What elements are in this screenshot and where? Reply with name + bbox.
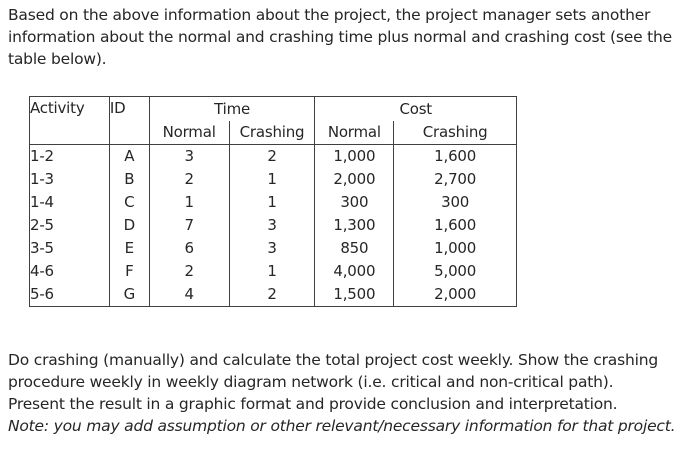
cell-id: E [109,237,149,260]
intro-line: table below). [8,50,107,68]
table-row [30,191,517,214]
cell-id: B [109,168,149,191]
cell-cost-crashing: 1,600 [394,145,517,169]
header-time-normal: Normal [149,121,229,145]
table-row [30,260,517,283]
cell-time-crashing: 3 [229,214,315,237]
cell-id: G [109,283,149,307]
cell-activity: 4-6 [30,260,110,283]
cell-time-crashing: 2 [229,283,315,307]
cell-time-crashing: 3 [229,237,315,260]
cell-cost-crashing: 1,000 [394,237,517,260]
cell-time-crashing: 2 [229,145,315,169]
cell-time-normal: 2 [149,168,229,191]
cell-cost-normal: 850 [315,237,394,260]
header-time-crashing: Crashing [229,121,315,145]
intro-line: Based on the above information about the project, the project manager sets another [8,6,651,24]
table-row [30,145,517,169]
cell-id: C [109,191,149,214]
intro-line: information about the normal and crashing time plus normal and crashing cost (see the [8,28,672,46]
table-header-row [30,97,517,122]
cell-cost-normal: 300 [315,191,394,214]
instruction-line: procedure weekly in weekly diagram network (i.e. critical and non-critical path). [8,373,614,391]
header-time: Time [149,97,315,122]
cell-activity: 2-5 [30,214,110,237]
cell-cost-crashing: 300 [394,191,517,214]
header-cost-crashing: Crashing [394,121,517,145]
instruction-line: Present the result in a graphic format and provide conclusion and interpretation. [8,395,618,413]
table-row [30,168,517,191]
cell-activity: 1-4 [30,191,110,214]
header-id: ID [109,97,149,122]
cell-time-normal: 7 [149,214,229,237]
cell-cost-normal: 1,300 [315,214,394,237]
cell-time-normal: 1 [149,191,229,214]
note-line: Note: you may add assumption or other relevant/necessary information for that project. [8,417,676,435]
cell-activity: 1-3 [30,168,110,191]
instruction-line: Do crashing (manually) and calculate the total project cost weekly. Show the crashing [8,351,658,369]
intro-paragraph [8,4,688,70]
cell-cost-normal: 1,000 [315,145,394,169]
cell-time-crashing: 1 [229,191,315,214]
table-row [30,214,517,237]
table-subheader-row [30,121,517,145]
table-row [30,283,517,307]
cell-cost-normal: 1,500 [315,283,394,307]
header-blank [30,121,110,145]
cell-time-normal: 4 [149,283,229,307]
cell-time-normal: 3 [149,145,229,169]
crashing-data-table [29,96,517,307]
cell-cost-normal: 4,000 [315,260,394,283]
cell-cost-normal: 2,000 [315,168,394,191]
table-row [30,237,517,260]
instructions-paragraph [8,349,692,437]
cell-activity: 3-5 [30,237,110,260]
cell-time-crashing: 1 [229,168,315,191]
header-cost: Cost [315,97,517,122]
header-activity: Activity [30,97,110,122]
cell-id: A [109,145,149,169]
cell-time-crashing: 1 [229,260,315,283]
cell-time-normal: 6 [149,237,229,260]
cell-activity: 5-6 [30,283,110,307]
cell-cost-crashing: 1,600 [394,214,517,237]
header-blank [109,121,149,145]
cell-cost-crashing: 2,700 [394,168,517,191]
cell-id: F [109,260,149,283]
cell-time-normal: 2 [149,260,229,283]
cell-activity: 1-2 [30,145,110,169]
cell-id: D [109,214,149,237]
header-cost-normal: Normal [315,121,394,145]
cell-cost-crashing: 2,000 [394,283,517,307]
cell-cost-crashing: 5,000 [394,260,517,283]
